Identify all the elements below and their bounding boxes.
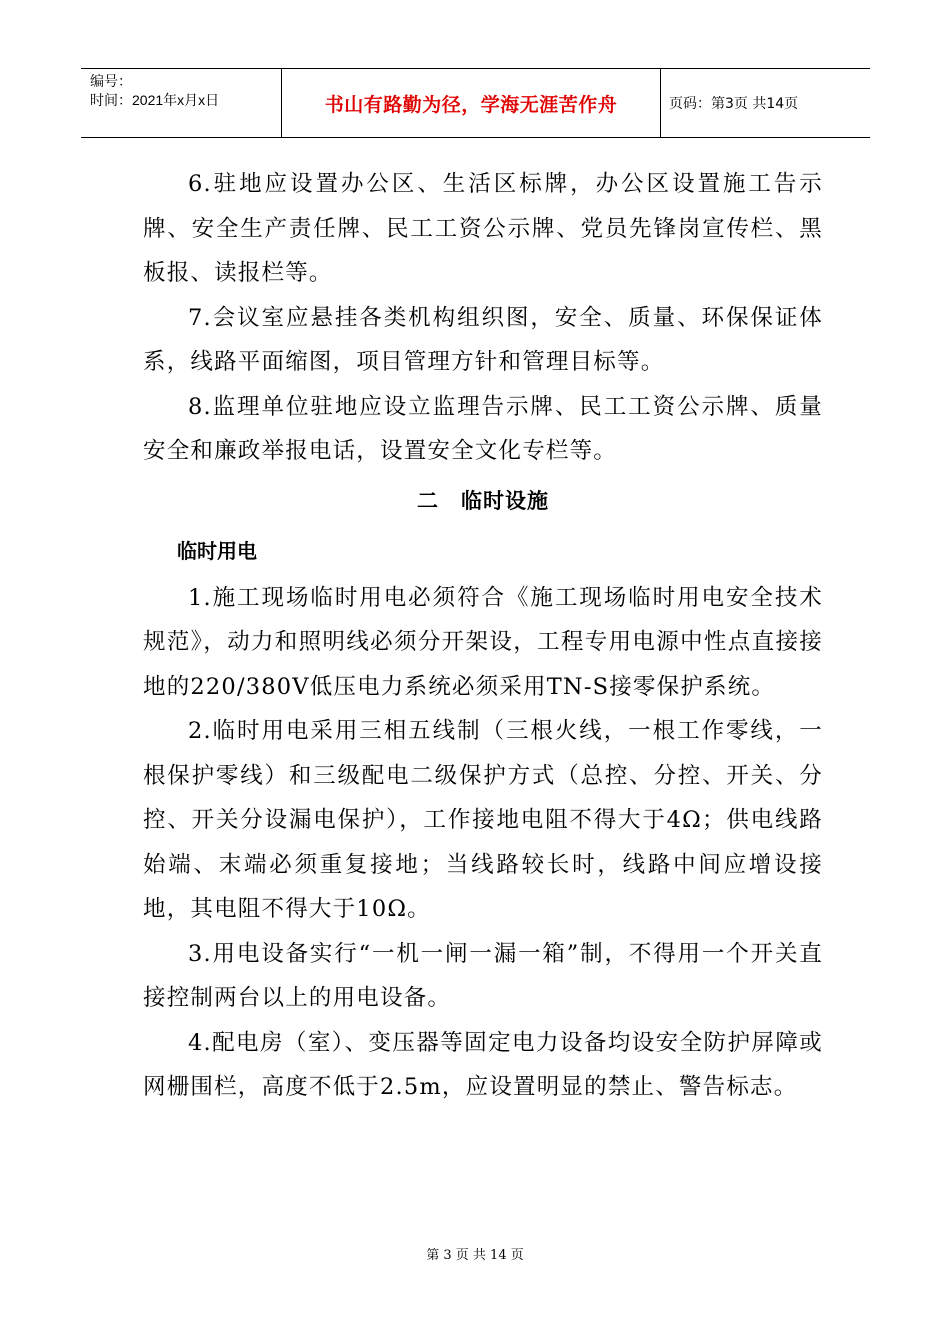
paragraph-3: 3.用电设备实行“一机一闸一漏一箱”制，不得用一个开关直接控制两台以上的用电设备。 xyxy=(143,940,823,1011)
paragraph-2: 2.临时用电采用三相五线制（三根火线，一根工作零线，一根保护零线）和三级配电二级保护方式（总控、分控、开关、分控、开关分设漏电保护），工作接地电阻不得大于4Ω；供电线路始端、末端必须重复接地；当线路较长时，线路中间应增设接地，其电阻不得大于10Ω。 xyxy=(143,718,823,922)
page-footer: 第 3 页 共 14 页 xyxy=(426,1248,524,1263)
header-page-info: 页码：第3页 共14页 xyxy=(669,96,799,112)
paragraph-6: 6.驻地应设置办公区、生活区标牌，办公区设置施工告示牌、安全生产责任牌、民工工资公示牌、党员先锋岗宣传栏、黑板报、读报栏等。 xyxy=(143,171,823,286)
page-header xyxy=(81,68,870,138)
paragraph-4: 4.配电房（室）、变压器等固定电力设备均设安全防护屏障或网栅围栏，高度不低于2.5m，应设置明显的禁止、警告标志。 xyxy=(143,1029,823,1100)
document-body xyxy=(143,162,823,1110)
paragraph-8: 8.监理单位驻地应设立监理告示牌、民工工资公示牌、质量安全和廉政举报电话，设置安全文化专栏等。 xyxy=(143,393,823,464)
paragraph-7: 7.会议室应悬挂各类机构组织图，安全、质量、环保保证体系，线路平面缩图，项目管理方针和管理目标等。 xyxy=(143,304,823,375)
time-label: 时间：2021年x月x日 xyxy=(90,92,220,108)
section-title: 二 临时设施 xyxy=(417,488,549,513)
header-motto: 书山有路勤为径，学海无涯苦作舟 xyxy=(282,69,661,137)
header-meta xyxy=(81,69,282,137)
number-label: 编号： xyxy=(90,73,132,89)
subsection-title: 临时用电 xyxy=(177,538,257,563)
paragraph-1: 1.施工现场临时用电必须符合《施工现场临时用电安全技术规范》，动力和照明线必须分开架设，工程专用电源中性点直接接地的220/380V低压电力系统必须采用TN-S接零保护系统。 xyxy=(143,584,823,700)
